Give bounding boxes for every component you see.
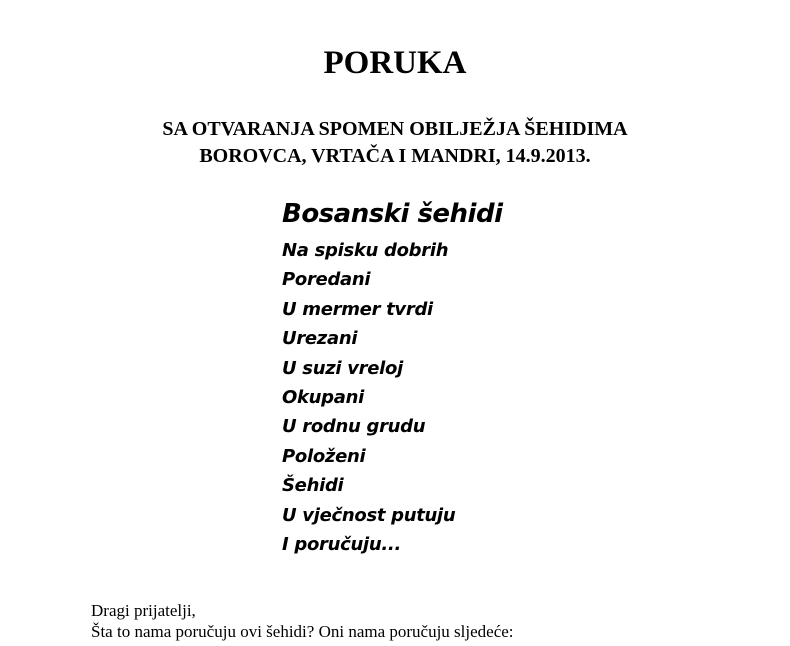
letter-first-line: Šta to nama poručuju ovi šehidi? Oni nama poručuju sljedeće: — [91, 622, 514, 641]
poem-line: I poručuju... — [282, 534, 401, 556]
poem-line: U vječnost putuju — [282, 504, 456, 526]
subtitle-line-1: SA OTVARANJA SPOMEN OBILJEŽJA ŠEHIDIMA — [162, 118, 628, 140]
poem-line: U mermer tvrdi — [282, 298, 433, 320]
poem-line: Okupani — [282, 387, 365, 409]
poem-line: Šehidi — [282, 475, 344, 497]
poem-line: Poredani — [282, 269, 371, 291]
subtitle-line-2: BOROVCA, VRTAČA I MANDRI, 14.9.2013. — [199, 145, 591, 167]
letter-greeting: Dragi prijatelji, — [91, 601, 196, 620]
poem-line: Urezani — [282, 328, 358, 350]
letter-body — [91, 600, 514, 642]
poem-line: Na spisku dobrih — [282, 240, 449, 261]
poem-line: Položeni — [282, 445, 366, 467]
document-subtitle — [0, 116, 790, 170]
poem-line: U suzi vreloj — [282, 357, 403, 379]
poem — [282, 195, 503, 559]
document-title: PORUKA — [323, 45, 467, 81]
poem-line: U rodnu grudu — [282, 416, 426, 438]
poem-title: Bosanski šehidi — [282, 199, 503, 229]
poem-lines — [282, 236, 503, 559]
